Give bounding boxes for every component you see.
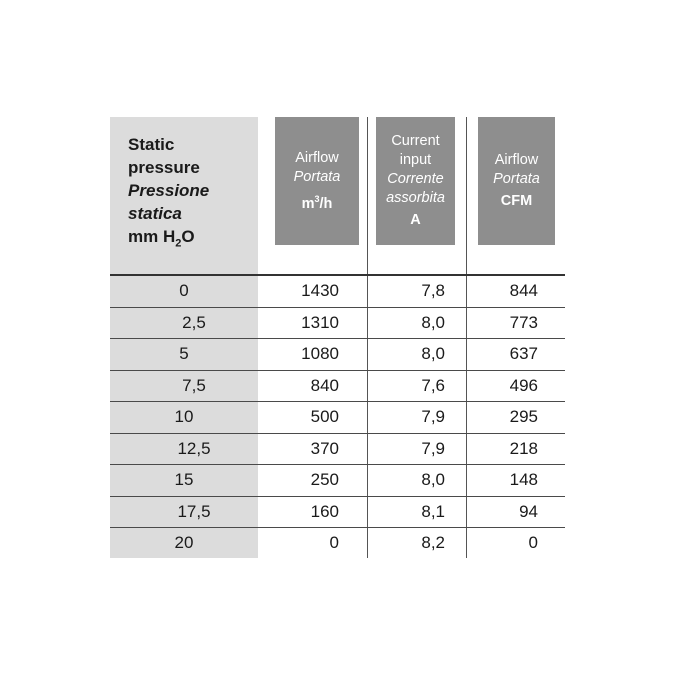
airflow-m3h-cell: 1430	[301, 281, 339, 300]
current-cell: 8,1	[421, 501, 445, 521]
airflow-cfm-cell: 844	[509, 281, 538, 300]
pressure-cell: 12,5	[177, 438, 211, 458]
pressure-header-italian2: statica	[128, 204, 182, 223]
airflow-cfm-cell: 0	[528, 533, 538, 552]
performance-table	[110, 117, 565, 558]
pressure-cell: 5	[179, 344, 189, 363]
pressure-header-unit: mm $H_2O$	[128, 227, 195, 250]
pressure-header	[128, 133, 256, 255]
table-row	[110, 370, 565, 402]
table-row	[110, 275, 565, 307]
table-row	[110, 338, 565, 370]
current-cell: 7,9	[421, 407, 445, 426]
airflow-m3h-header: Airflow Portata $m^3/h$	[275, 117, 359, 245]
airflow-m3h-cell: 0	[329, 533, 339, 552]
pressure-cell: 0	[179, 281, 189, 300]
table-row	[110, 496, 565, 528]
pressure-header-line2: pressure	[128, 158, 200, 177]
table-row	[110, 307, 565, 339]
current-cell: 7,6	[421, 375, 445, 395]
current-cell: 8,0	[421, 344, 445, 363]
current-cell: 7,9	[421, 438, 445, 458]
airflow-m3h-cell: 1080	[301, 344, 339, 363]
pressure-cell: 17,5	[177, 501, 211, 521]
airflow-cfm-cell: 148	[509, 470, 538, 489]
current-header: Current input Corrente assorbita A	[376, 117, 455, 245]
pressure-header-line1: Static	[128, 135, 175, 154]
pressure-cell: 10	[174, 407, 194, 426]
airflow-cfm-cell: 496	[509, 375, 538, 395]
airflow-cfm-cell: 94	[519, 501, 538, 521]
airflow-cfm-cell: 295	[509, 407, 538, 426]
airflow-m3h-cell: 370	[310, 438, 339, 458]
pressure-header-italian1: Pressione	[128, 181, 210, 200]
current-cell: 8,0	[421, 312, 445, 332]
pressure-cell: 7,5	[182, 375, 206, 395]
pressure-cell: 2,5	[182, 312, 206, 332]
airflow-m3h-cell: 840	[310, 375, 339, 395]
table-row	[110, 464, 565, 496]
table-row	[110, 401, 565, 433]
airflow-m3h-cell: 500	[310, 407, 339, 426]
pressure-cell: 15	[174, 470, 194, 489]
table-row	[110, 433, 565, 465]
airflow-m3h-cell: 160	[310, 501, 339, 521]
current-cell: 7,8	[421, 281, 445, 300]
airflow-cfm-cell: 218	[509, 438, 538, 458]
table-row	[110, 527, 565, 559]
airflow-cfm-header: Airflow Portata CFM	[478, 117, 555, 245]
airflow-m3h-cell: 250	[310, 470, 339, 489]
pressure-cell: 20	[174, 533, 194, 552]
airflow-cfm-cell: 773	[509, 312, 538, 332]
current-cell: 8,0	[421, 470, 445, 489]
airflow-cfm-cell: 637	[509, 344, 538, 363]
current-cell: 8,2	[421, 533, 445, 552]
airflow-m3h-cell: 1310	[301, 312, 339, 332]
